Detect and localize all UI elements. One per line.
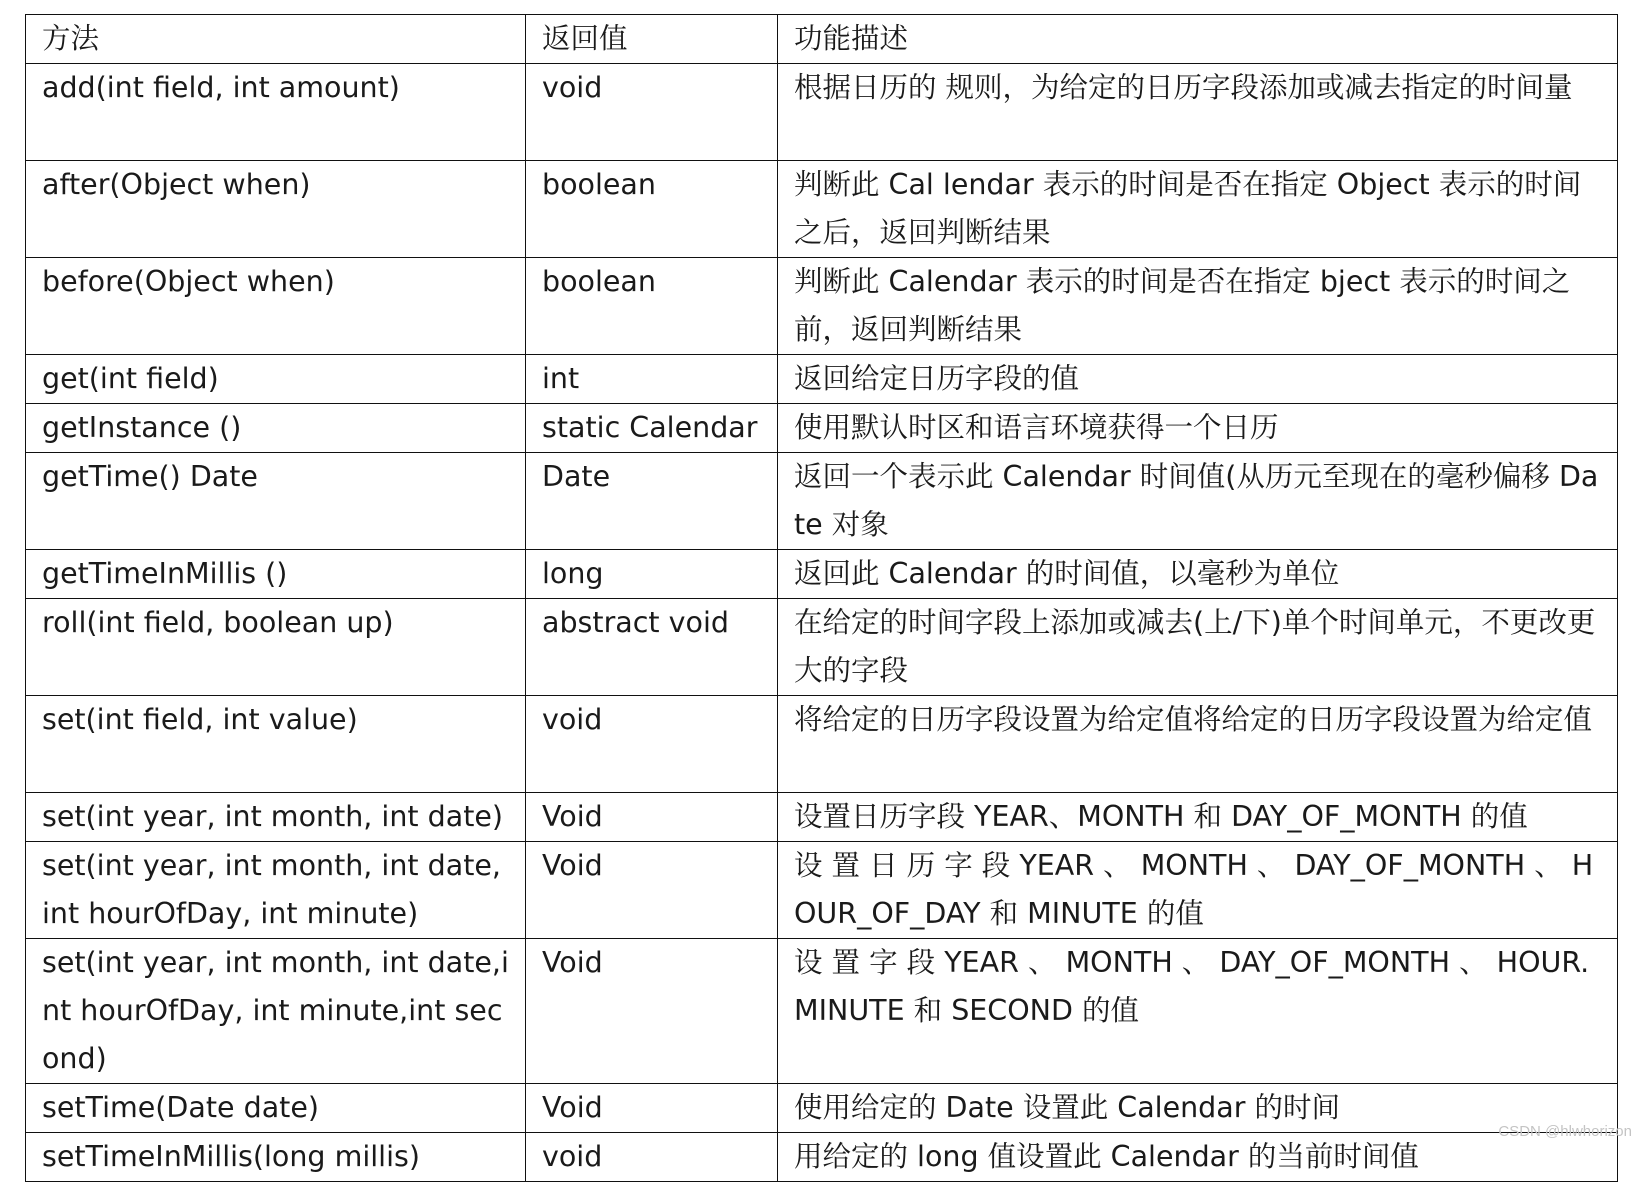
method-cell: before(Object when) [26, 258, 526, 355]
method-cell: get(int field) [26, 355, 526, 404]
description-cell: 返回此 Calendar 的时间值，以毫秒为单位 [778, 550, 1618, 599]
method-cell: getTime() Date [26, 453, 526, 550]
return-cell: Void [526, 842, 778, 939]
table-row [26, 355, 1618, 404]
method-cell: roll(int field, boolean up) [26, 599, 526, 696]
header-method: 方法 [26, 15, 526, 64]
return-cell: int [526, 355, 778, 404]
return-cell: Date [526, 453, 778, 550]
return-cell: void [526, 1133, 778, 1182]
table-row [26, 793, 1618, 842]
table-row [26, 1084, 1618, 1133]
method-cell: set(int year, int month, int date, int hourOfDay, int minute) [26, 842, 526, 939]
description-cell: 根据日历的 规则，为给定的日历字段添加或减去指定的时间量 [778, 64, 1618, 161]
table-row [26, 404, 1618, 453]
description-cell: 设置日历字段 YEAR、MONTH 和 DAY_OF_MONTH 的值 [778, 793, 1618, 842]
table-row [26, 599, 1618, 696]
return-cell: void [526, 64, 778, 161]
table-row [26, 550, 1618, 599]
description-cell: 在给定的时间字段上添加或减去(上/下)单个时间单元，不更改更大的字段 [778, 599, 1618, 696]
description-cell: 设 置 字 段 YEAR 、 MONTH 、 DAY_OF_MONTH 、 HOUR.MINUTE 和 SECOND 的值 [778, 939, 1618, 1084]
method-cell: set(int year, int month, int date) [26, 793, 526, 842]
table-row [26, 842, 1618, 939]
description-cell: 判断此 Calendar 表示的时间是否在指定 bject 表示的时间之前，返回判断结果 [778, 258, 1618, 355]
method-cell: after(Object when) [26, 161, 526, 258]
description-cell: 返回一个表示此 Calendar 时间值(从历元至现在的毫秒偏移 Date 对象 [778, 453, 1618, 550]
description-cell: 判断此 Cal lendar 表示的时间是否在指定 Object 表示的时间之后，返回判断结果 [778, 161, 1618, 258]
method-cell: set(int year, int month, int date,int hourOfDay, int minute,int second) [26, 939, 526, 1084]
table-row [26, 453, 1618, 550]
description-cell: 使用给定的 Date 设置此 Calendar 的时间 [778, 1084, 1618, 1133]
return-cell: static Calendar [526, 404, 778, 453]
description-cell: 使用默认时区和语言环境获得一个日历 [778, 404, 1618, 453]
calendar-methods-table [25, 14, 1618, 1182]
table-header-row [26, 15, 1618, 64]
table-row [26, 939, 1618, 1084]
return-cell: Void [526, 1084, 778, 1133]
table-row [26, 258, 1618, 355]
table-row [26, 161, 1618, 258]
return-cell: boolean [526, 161, 778, 258]
table-row [26, 696, 1618, 793]
method-cell: getTimeInMillis () [26, 550, 526, 599]
method-cell: setTimeInMillis(long millis) [26, 1133, 526, 1182]
return-cell: abstract void [526, 599, 778, 696]
description-cell: 设 置 日 历 字 段 YEAR 、 MONTH 、 DAY_OF_MONTH 、 HOUR_OF_DAY 和 MINUTE 的值 [778, 842, 1618, 939]
header-return: 返回值 [526, 15, 778, 64]
return-cell: Void [526, 793, 778, 842]
method-cell: getInstance () [26, 404, 526, 453]
return-cell: boolean [526, 258, 778, 355]
return-cell: void [526, 696, 778, 793]
return-cell: long [526, 550, 778, 599]
table-row [26, 64, 1618, 161]
table-row [26, 1133, 1618, 1182]
return-cell: Void [526, 939, 778, 1084]
description-cell: 将给定的日历字段设置为给定值将给定的日历字段设置为给定值 [778, 696, 1618, 793]
header-description: 功能描述 [778, 15, 1618, 64]
description-cell: 返回给定日历字段的值 [778, 355, 1618, 404]
watermark: CSDN @hlwhorizon [1498, 1123, 1632, 1140]
method-cell: set(int field, int value) [26, 696, 526, 793]
method-cell: setTime(Date date) [26, 1084, 526, 1133]
method-cell: add(int field, int amount) [26, 64, 526, 161]
description-cell: 用给定的 long 值设置此 Calendar 的当前时间值 [778, 1133, 1618, 1182]
